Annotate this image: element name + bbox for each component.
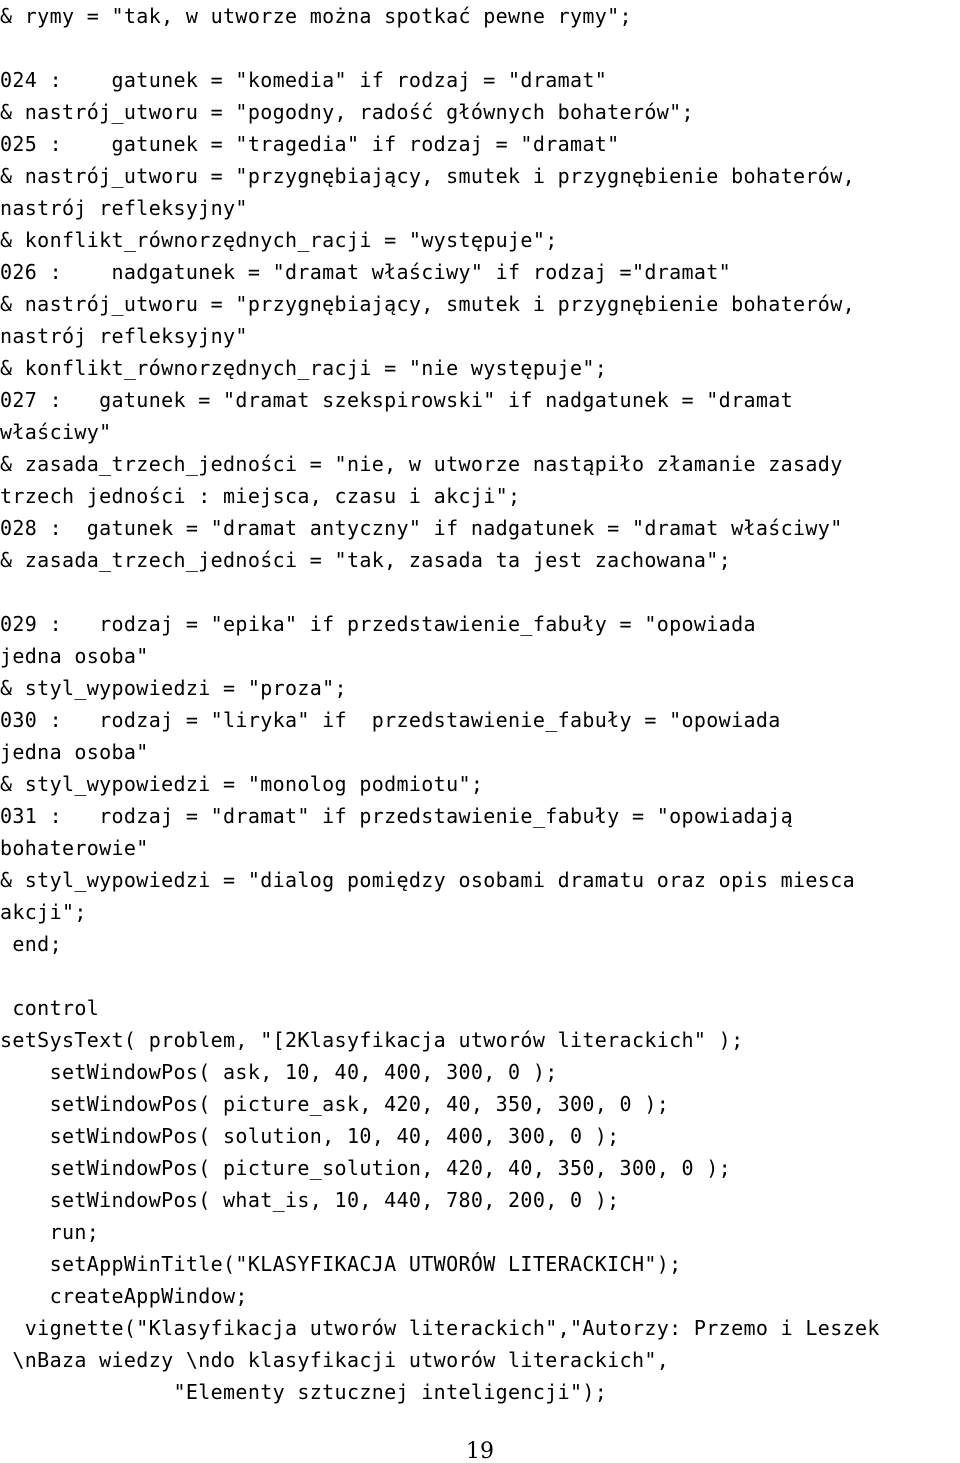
code-line: & styl_wypowiedzi = "dialog pomiędzy osobami dramatu oraz opis miesca (0, 868, 855, 892)
code-line: & konflikt_równorzędnych_racji = "nie występuje"; (0, 356, 608, 380)
code-line: setWindowPos( picture_ask, 420, 40, 350, 300, 0 ); (0, 1092, 670, 1116)
code-line: jedna osoba" (0, 740, 149, 764)
code-line: & zasada_trzech_jedności = "tak, zasada ta jest zachowana"; (0, 548, 732, 572)
code-line: setWindowPos( picture_solution, 420, 40, 350, 300, 0 ); (0, 1156, 732, 1180)
code-line: 029 : rodzaj = "epika" if przedstawienie_fabuły = "opowiada (0, 612, 756, 636)
code-line: & rymy = "tak, w utworze można spotkać pewne rymy"; (0, 4, 632, 28)
code-line: vignette("Klasyfikacja utworów literackich","Autorzy: Przemo i Leszek (0, 1316, 880, 1340)
code-line: & nastrój_utworu = "przygnębiający, smutek i przygnębienie bohaterów, (0, 292, 855, 316)
code-line: & nastrój_utworu = "pogodny, radość głównych bohaterów"; (0, 100, 694, 124)
code-line: setWindowPos( what_is, 10, 440, 780, 200, 0 ); (0, 1188, 620, 1212)
code-line: właściwy" (0, 420, 112, 444)
code-line: 028 : gatunek = "dramat antyczny" if nadgatunek = "dramat właściwy" (0, 516, 843, 540)
code-line: setWindowPos( ask, 10, 40, 400, 300, 0 ); (0, 1060, 558, 1084)
page-number: 19 (466, 1439, 494, 1463)
code-line: & styl_wypowiedzi = "proza"; (0, 676, 347, 700)
code-line: run; (0, 1220, 100, 1244)
code-line: setSysText( problem, "[2Klasyfikacja utworów literackich" ); (0, 1028, 744, 1052)
code-line: end; (0, 932, 62, 956)
code-line: trzech jedności : miejsca, czasu i akcji"; (0, 484, 521, 508)
code-line: control (0, 996, 100, 1020)
code-line: nastrój refleksyjny" (0, 196, 248, 220)
code-line: "Elementy sztucznej inteligencji"); (0, 1380, 608, 1404)
code-line: & nastrój_utworu = "przygnębiający, smutek i przygnębienie bohaterów, (0, 164, 855, 188)
code-line: bohaterowie" (0, 836, 149, 860)
code-line: & styl_wypowiedzi = "monolog podmiotu"; (0, 772, 484, 796)
code-line: akcji"; (0, 900, 87, 924)
code-line: createAppWindow; (0, 1284, 248, 1308)
code-line: & zasada_trzech_jedności = "nie, w utworze nastąpiło złamanie zasady (0, 452, 843, 476)
code-line: setWindowPos( solution, 10, 40, 400, 300, 0 ); (0, 1124, 620, 1148)
code-line: jedna osoba" (0, 644, 149, 668)
code-line (0, 960, 960, 992)
code-line: \nBaza wiedzy \ndo klasyfikacji utworów literackich", (0, 1348, 670, 1372)
code-line: 031 : rodzaj = "dramat" if przedstawienie_fabuły = "opowiadają (0, 804, 794, 828)
code-line (0, 576, 960, 608)
code-line (0, 32, 960, 64)
code-line: 030 : rodzaj = "liryka" if przedstawienie_fabuły = "opowiada (0, 708, 781, 732)
code-line: & konflikt_równorzędnych_racji = "występuje"; (0, 228, 558, 252)
code-line: nastrój refleksyjny" (0, 324, 248, 348)
code-line: setAppWinTitle("KLASYFIKACJA UTWORÓW LITERACKICH"); (0, 1252, 682, 1276)
code-line: 024 : gatunek = "komedia" if rodzaj = "dramat" (0, 68, 608, 92)
code-line: 026 : nadgatunek = "dramat właściwy" if rodzaj ="dramat" (0, 260, 732, 284)
code-line: 027 : gatunek = "dramat szekspirowski" if nadgatunek = "dramat (0, 388, 794, 412)
code-line: 025 : gatunek = "tragedia" if rodzaj = "dramat" (0, 132, 620, 156)
